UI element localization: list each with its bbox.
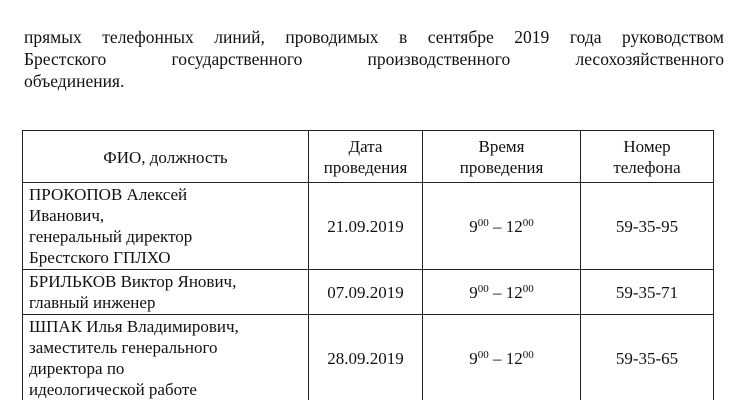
cell-phone: 59-35-95 — [581, 183, 714, 270]
intro-line: прямых телефонных линий, проводимых в сентябре 2019 года руководством — [24, 27, 724, 47]
cell-name: ПРОКОПОВ Алексей Иванович, генеральный директор Брестского ГПЛХО — [23, 183, 309, 270]
cell-name: ШПАК Илья Владимирович, заместитель генерального директора по идеологической работе — [23, 315, 309, 400]
cell-date: 21.09.2019 — [309, 183, 423, 270]
table-row — [23, 270, 714, 315]
table-row — [23, 315, 714, 400]
header-date: Дата проведения — [309, 131, 423, 183]
cell-date: 07.09.2019 — [309, 270, 423, 315]
header-time: Время проведения — [423, 131, 581, 183]
intro-line: объединения. — [24, 71, 125, 91]
cell-phone: 59-35-71 — [581, 270, 714, 315]
header-phone: Номер телефона — [581, 131, 714, 183]
cell-time: $9^{00} - 12^{00}$ — [423, 183, 581, 270]
intro-paragraph — [24, 26, 724, 92]
cell-time: $9^{00} - 12^{00}$ — [423, 315, 581, 400]
intro-line: Брестского государственного производственного лесохозяйственного — [24, 49, 724, 69]
schedule-table — [22, 130, 714, 400]
cell-phone: 59-35-65 — [581, 315, 714, 400]
header-name: ФИО, должность — [23, 131, 309, 183]
table-row — [23, 183, 714, 270]
cell-time: $9^{00} - 12^{00}$ — [423, 270, 581, 315]
cell-date: 28.09.2019 — [309, 315, 423, 400]
cell-name: БРИЛЬКОВ Виктор Янович, главный инженер — [23, 270, 309, 315]
table-header-row — [23, 131, 714, 183]
